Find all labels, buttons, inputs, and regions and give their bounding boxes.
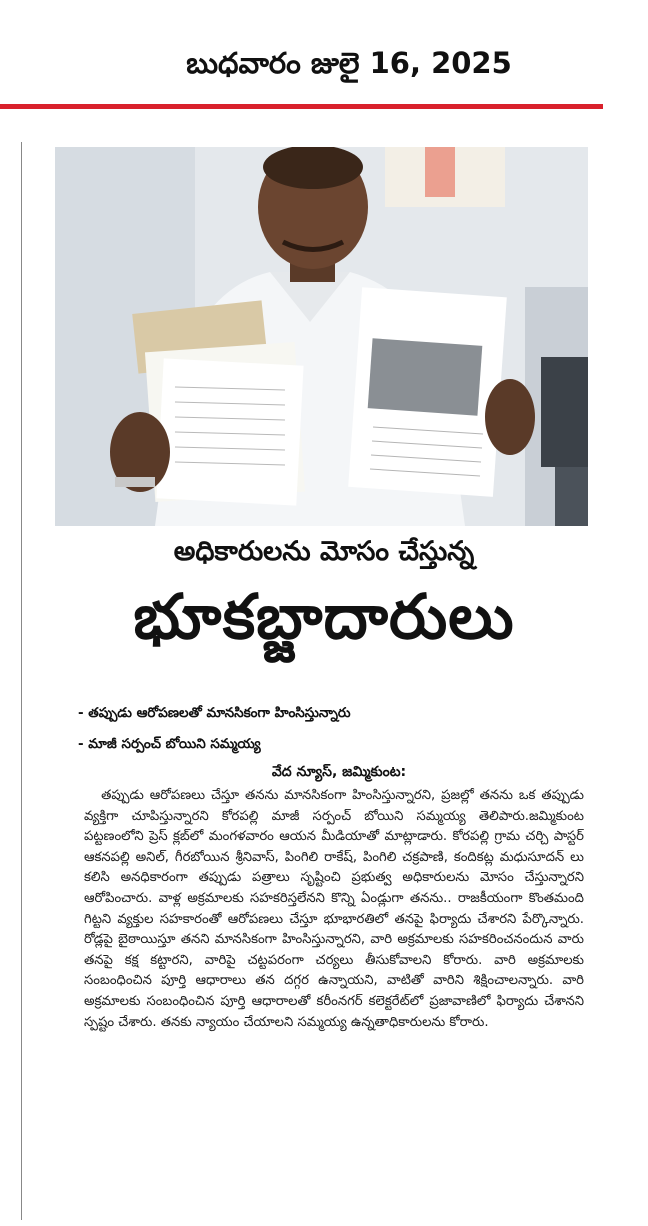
subline-1: - తప్పుడు ఆరోపణలతో మానసికంగా హింసిస్తున్నారు — [78, 705, 351, 721]
article-body: తప్పుడు ఆరోపణలు చేస్తూ తనను మానసికంగా హింసిస్తున్నారని, ప్రజల్లో తనను ఒక తప్పుడు వ్యక్తిగా చూపిస్తున్నారని కోరపల్లి మాజీ సర్పంచ్ బోయిని సమ్మయ్య తెలిపారు.జమ్మికుంట పట్టణంలోని ప్రెస్ క్లబ్‌లో మంగళవారం ఆయన మీడియాతో మాట్లాడారు. కోరపల్లి గ్రామ చర్చి పాస్టర్ ఆకనపల్లి అనిల్, గీరబోయిన శ్రీనివాస్, పింగిలి రాకేష్, పింగిలి చక్రపాణి, కందికట్ల మధుసూదన్ లు కలిసి అనధికారంగా తప్పుడు పత్రాలు సృష్టించి ప్రభుత్వ అధికారులను మోసం చేస్తున్నారని ఆరోపించారు. వాళ్ల అక్రమాలకు సహకరిస్తలేనని కొన్ని ఏండ్లుగా తనను.. రాజకీయంగా కొంతమంది గిట్టని వ్యక్తుల సహకారంతో ఆరోపణలు చేస్తూ భూభారతిలో తనపై ఫిర్యాదు చేశారని పేర్కొన్నారు. రోడ్లపై బైఠాయిస్తూ తనని మానసికంగా హింసిస్తున్నారని, వారి అక్రమాలకు సహకరించనందున వారు తనపై కక్ష కట్టారని, వారిపై చట్టపరంగా చర్యలు తీసుకోవాలని కోరారు. వారి అక్రమాలకు సంబంధించిన పూర్తి ఆధారాలు తన దగ్గర ఉన్నాయని, వాటితో వారిని శిక్షించాలన్నారు. వారి అక్రమాలకు సంబంధించిన పూర్తి ఆధారాలతో కరీంనగర్ కలెక్టరేట్‌లో ప్రజావాణిలో ఫిర్యాదు చేశానని స్పష్టం చేశారు. తనకు న్యాయం చేయాలని సమ్మయ్య ఉన్నతాధికారులను కోరారు. — [84, 788, 584, 1030]
article-sublines — [78, 698, 598, 760]
article-kicker: అధికారులను మోసం చేస్తున్న — [173, 536, 475, 567]
date-line: బుధవారం జులై 16, 2025 — [186, 46, 512, 80]
photo-illustration — [55, 147, 588, 526]
subline-2: - మాజీ సర్పంచ్ బోయిని సమ్మయ్య — [78, 736, 261, 752]
article-byline: వేద న్యూస్, జమ్మికుంట: — [271, 764, 407, 780]
article-photo — [55, 147, 588, 526]
masthead-rule — [0, 104, 603, 109]
column-rule — [21, 142, 22, 1220]
article-headline: భూకబ్జాదారులు — [133, 580, 515, 653]
